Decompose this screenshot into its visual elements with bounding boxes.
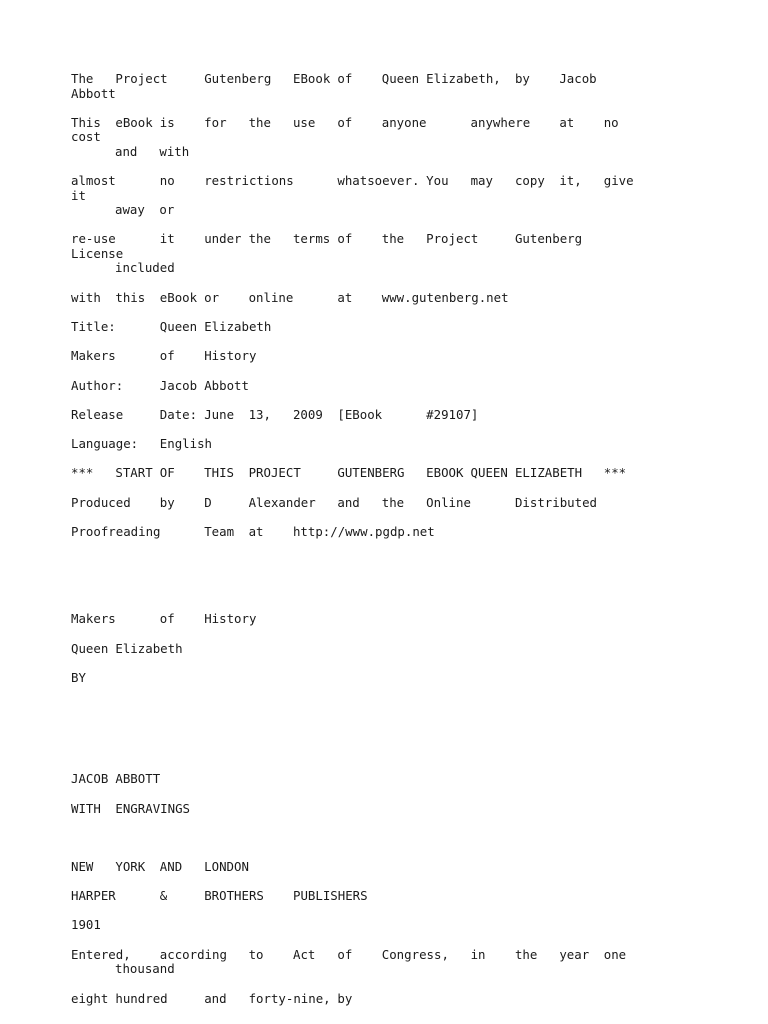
word: Entered, xyxy=(71,946,131,962)
word: of xyxy=(159,611,175,627)
word: and xyxy=(337,494,360,510)
word: Proofreading xyxy=(71,524,161,540)
word: Abbott xyxy=(204,377,249,393)
text-line xyxy=(27,408,691,423)
word: at xyxy=(559,114,575,130)
text-line xyxy=(27,889,691,904)
word: by xyxy=(514,71,530,86)
word: year xyxy=(559,946,590,962)
word: it, xyxy=(559,173,582,189)
word: Author: xyxy=(71,377,124,393)
word: at xyxy=(248,524,264,540)
word: Release xyxy=(71,406,124,422)
word: the xyxy=(381,231,405,247)
word: NEW xyxy=(71,858,94,874)
word: and xyxy=(115,143,138,159)
word: by xyxy=(337,990,353,1006)
word: Makers xyxy=(71,611,116,627)
word: eBook xyxy=(159,289,198,305)
word: Distributed xyxy=(514,494,598,510)
word: the xyxy=(248,114,271,130)
word: *** xyxy=(71,465,94,481)
word: no xyxy=(603,114,619,130)
word: or xyxy=(159,202,175,218)
word: with xyxy=(71,289,101,305)
word: cost xyxy=(71,129,101,145)
word: with xyxy=(159,143,190,159)
text-line xyxy=(27,772,691,787)
word: 2009 xyxy=(292,406,323,422)
word: History xyxy=(204,611,257,627)
word: Gutenberg xyxy=(204,71,272,86)
word: Title: xyxy=(71,318,116,334)
word: no xyxy=(159,173,175,189)
word: PUBLISHERS xyxy=(292,888,368,904)
text-line xyxy=(27,525,691,540)
word: The xyxy=(71,71,94,86)
word: Queen xyxy=(71,640,109,656)
word: Project xyxy=(426,231,479,247)
word: under xyxy=(204,231,242,247)
word: anyone xyxy=(381,114,427,130)
word: Queen xyxy=(159,318,198,334)
word: Queen xyxy=(381,71,420,86)
word: 1901 xyxy=(71,917,101,933)
spacer xyxy=(71,554,691,612)
word: hundred xyxy=(115,990,168,1006)
word: Produced xyxy=(71,494,131,510)
word: Date: xyxy=(159,406,198,422)
word: online xyxy=(248,289,294,305)
word: by xyxy=(159,494,175,510)
word: License xyxy=(71,245,124,261)
word: Elizabeth xyxy=(115,640,183,656)
word: GUTENBERG xyxy=(337,465,405,481)
word: whatsoever. xyxy=(337,173,420,189)
word: use xyxy=(292,114,316,130)
word: this xyxy=(115,289,146,305)
word: or xyxy=(204,289,220,305)
word: Abbott xyxy=(71,85,116,101)
word: it xyxy=(71,187,86,203)
word: re-use xyxy=(71,231,116,247)
text-line xyxy=(27,437,691,452)
word: OF xyxy=(159,465,175,481)
word: & xyxy=(159,888,168,904)
word: Team xyxy=(204,524,235,540)
word: http://www.pgdp.net xyxy=(292,524,435,540)
word: at xyxy=(337,289,353,305)
word: Jacob xyxy=(559,71,597,86)
word: START xyxy=(115,465,153,481)
word: QUEEN xyxy=(470,465,508,481)
word: to xyxy=(248,946,264,962)
word: Online xyxy=(426,494,471,510)
word: YORK xyxy=(115,858,146,874)
text-line xyxy=(27,642,691,657)
spacer xyxy=(71,700,691,772)
word: the xyxy=(381,494,405,510)
word: PROJECT xyxy=(248,465,301,481)
text-line xyxy=(27,496,691,511)
word: of xyxy=(337,71,353,86)
word: Project xyxy=(115,71,168,86)
text-line xyxy=(27,116,691,160)
document-page xyxy=(71,72,691,1021)
word: ABBOTT xyxy=(115,771,161,787)
word: Gutenberg xyxy=(514,231,583,247)
word: eight xyxy=(71,990,109,1006)
word: may xyxy=(470,173,493,189)
spacer xyxy=(71,831,691,860)
word: JACOB xyxy=(71,771,109,787)
word: AND xyxy=(159,858,183,874)
word: restrictions xyxy=(204,173,294,189)
word: English xyxy=(159,436,213,452)
word: Congress, xyxy=(381,946,449,962)
text-line xyxy=(27,992,691,1007)
word: almost xyxy=(71,173,116,189)
word: eBook xyxy=(115,114,153,130)
text-line xyxy=(27,291,691,306)
word: 13, xyxy=(248,406,271,422)
text-line xyxy=(27,320,691,335)
word: THIS xyxy=(204,465,235,481)
text-line xyxy=(27,349,691,364)
word: the xyxy=(514,946,538,962)
word: Jacob xyxy=(159,377,198,393)
word: it xyxy=(159,231,175,247)
word: EBOOK xyxy=(426,465,464,481)
word: according xyxy=(159,946,227,962)
word: BROTHERS xyxy=(204,888,264,904)
text-line xyxy=(27,612,691,627)
word: for xyxy=(204,114,227,130)
word: June xyxy=(204,406,235,422)
word: WITH xyxy=(71,800,101,816)
word: and xyxy=(204,990,227,1006)
word: of xyxy=(159,348,175,364)
word: EBook xyxy=(292,71,331,86)
text-line xyxy=(27,802,691,817)
word: www.gutenberg.net xyxy=(381,289,509,305)
text-line xyxy=(27,379,691,394)
text-line xyxy=(27,918,691,933)
word: BY xyxy=(71,669,86,685)
text-line xyxy=(27,671,691,686)
word: Makers xyxy=(71,348,116,364)
word: in xyxy=(470,946,486,962)
text-line xyxy=(27,466,691,481)
word: one xyxy=(603,946,627,962)
word: away xyxy=(115,202,145,218)
word: of xyxy=(337,114,353,130)
text-line xyxy=(27,860,691,875)
word: You xyxy=(426,173,449,189)
word: Act xyxy=(292,946,316,962)
word: History xyxy=(204,348,257,364)
word: LONDON xyxy=(204,858,249,874)
word: ELIZABETH xyxy=(514,465,583,481)
text-line xyxy=(27,232,691,276)
word: the xyxy=(248,231,271,247)
word: of xyxy=(337,946,353,962)
text-line xyxy=(27,948,691,977)
word: included xyxy=(115,260,175,276)
word: of xyxy=(337,231,353,247)
word: Elizabeth, xyxy=(426,71,501,86)
word: Language: xyxy=(71,436,139,452)
word: copy xyxy=(514,173,545,189)
word: is xyxy=(159,114,175,130)
word: thousand xyxy=(115,961,175,977)
word: give xyxy=(603,173,634,189)
word: Alexander xyxy=(248,494,316,510)
word: D xyxy=(204,494,212,510)
word: ENGRAVINGS xyxy=(115,800,190,816)
word: This xyxy=(71,114,101,130)
word: forty-nine, xyxy=(248,990,331,1006)
word: *** xyxy=(603,465,627,481)
word: [EBook xyxy=(337,406,383,422)
word: terms xyxy=(292,231,331,247)
word: HARPER xyxy=(71,888,116,904)
word: #29107] xyxy=(426,406,479,422)
text-line xyxy=(27,72,691,101)
word: Elizabeth xyxy=(204,318,272,334)
word: anywhere xyxy=(470,114,531,130)
text-line xyxy=(27,174,691,218)
